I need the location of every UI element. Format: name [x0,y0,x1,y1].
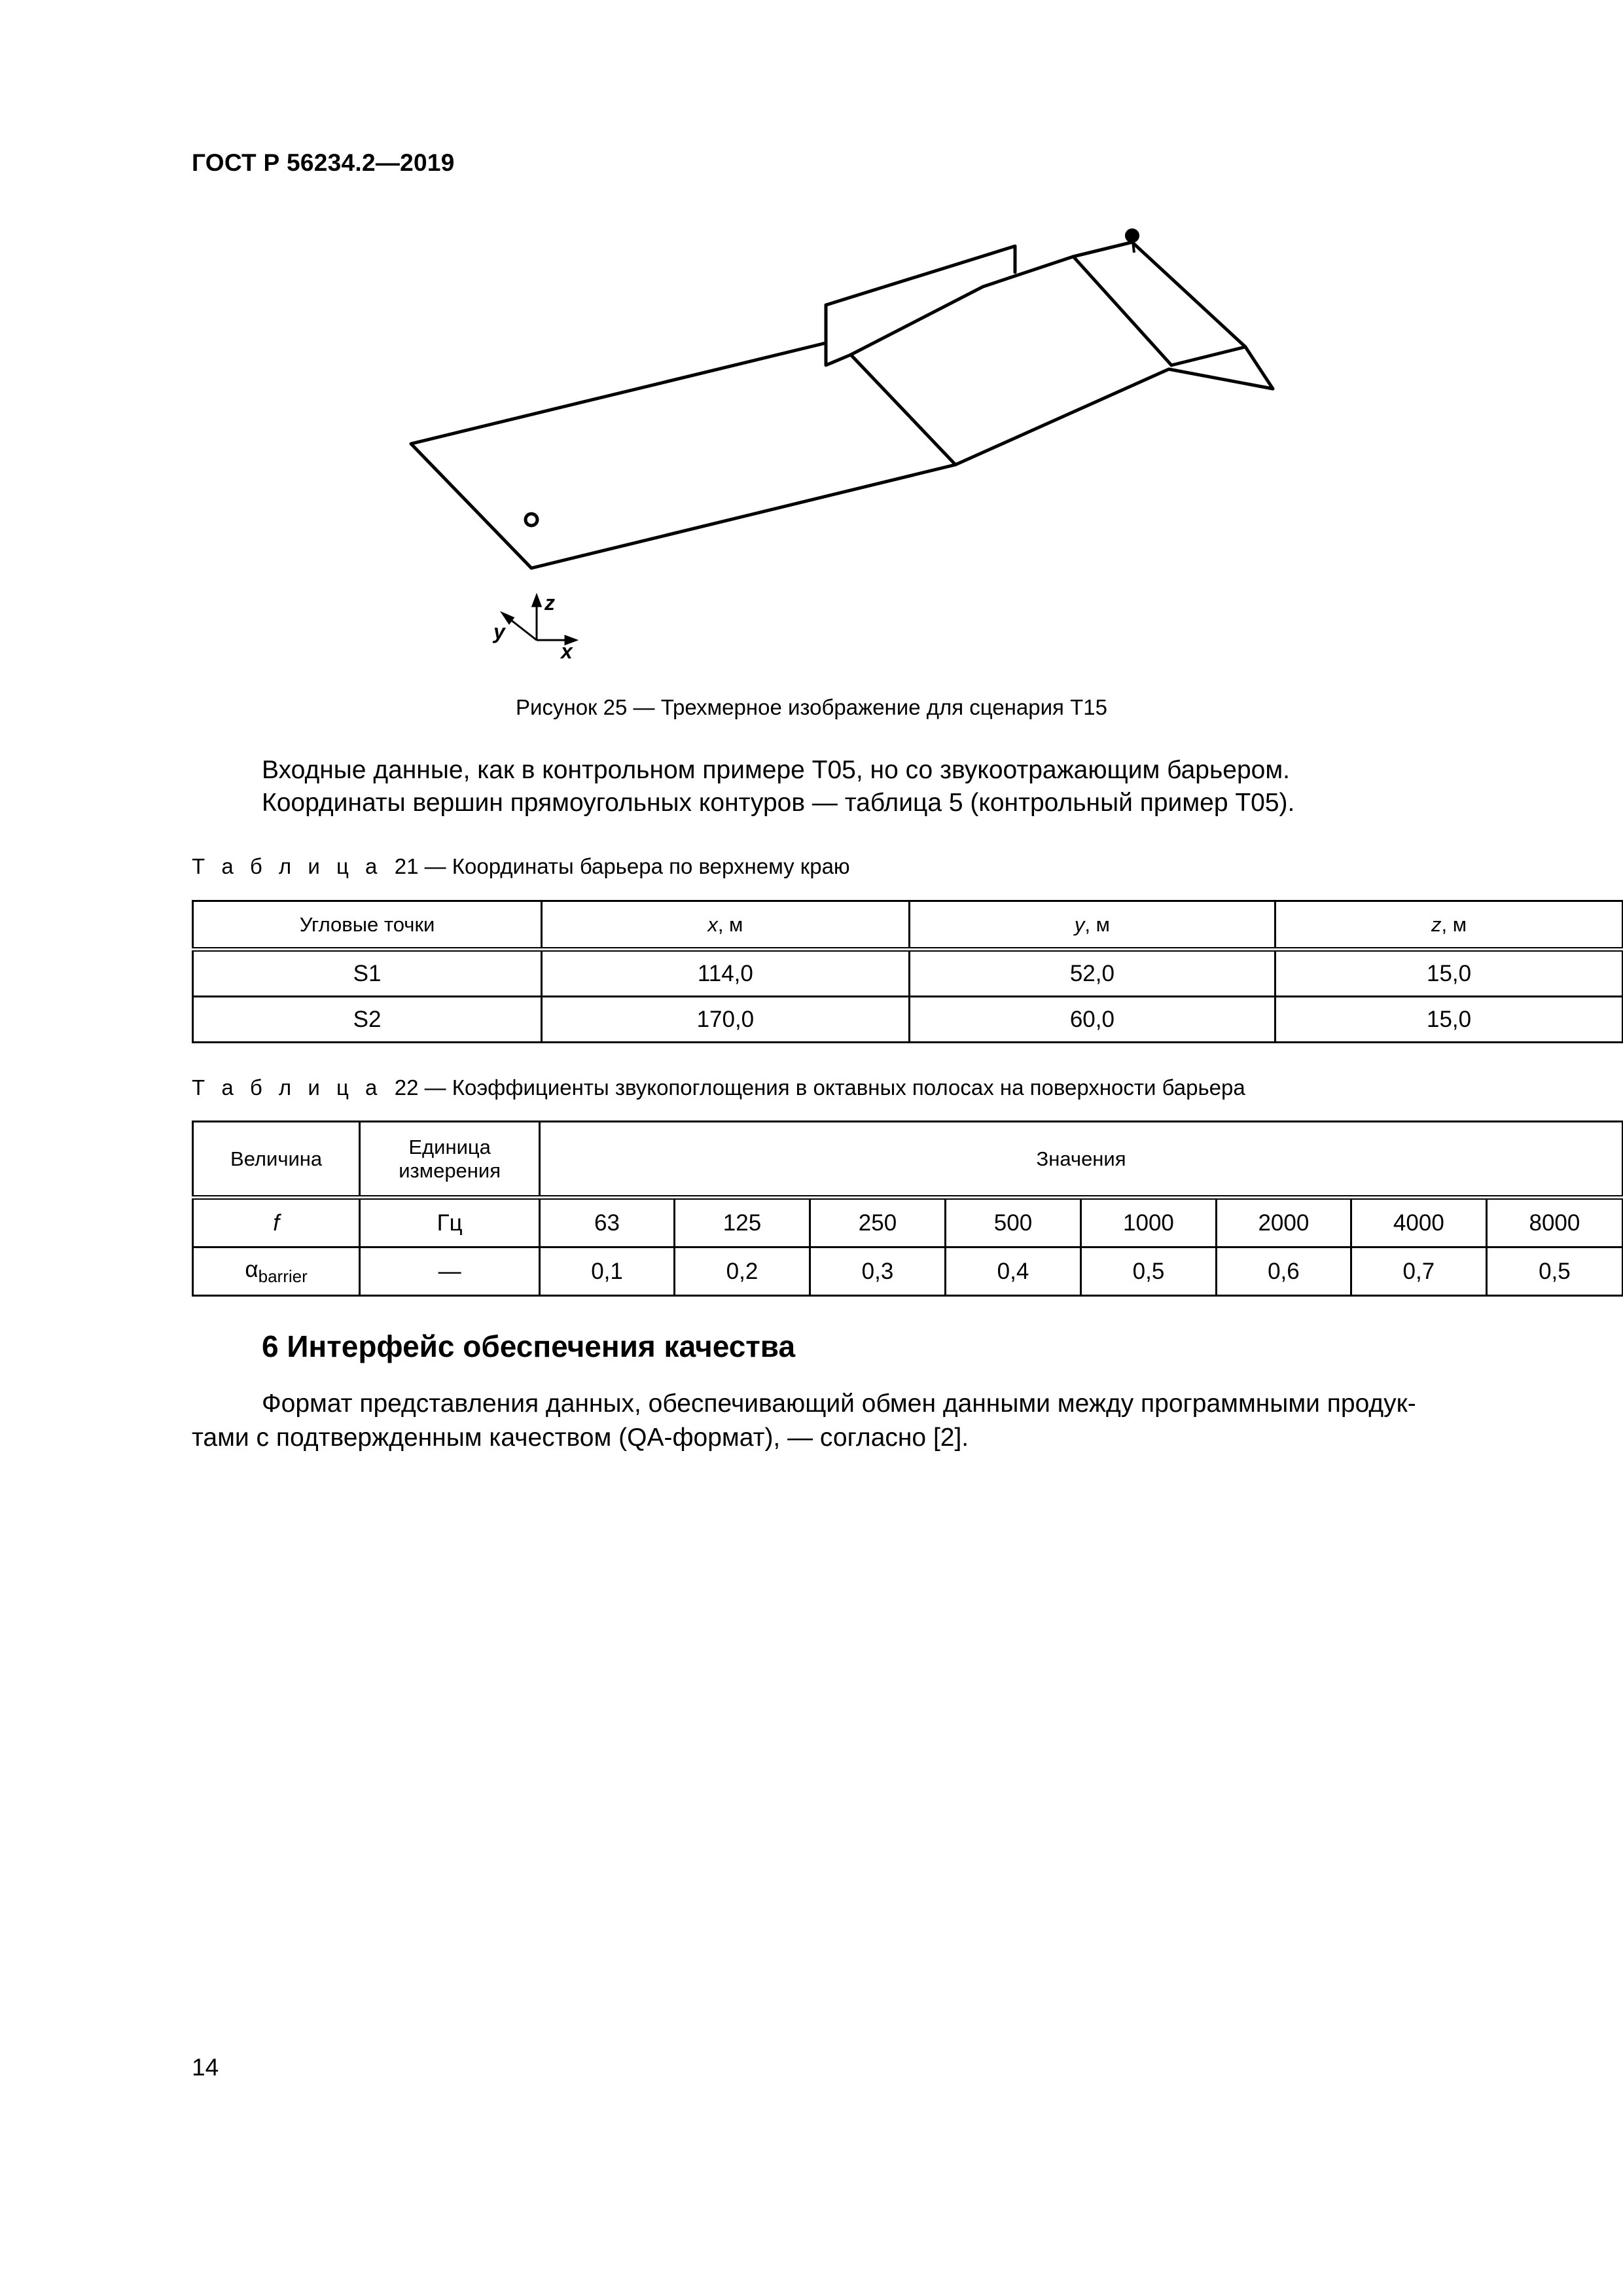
table-cell: 250 [810,1198,945,1247]
table-cell: 8000 [1486,1198,1622,1247]
barrier-left-edge [826,305,851,365]
document-header: ГОСТ Р 56234.2—2019 [192,149,455,176]
table-cell: 52,0 [909,950,1275,997]
table-cell: 0,3 [810,1247,945,1296]
table-21-barrier-coordinates [192,900,1623,1043]
table-cell: 0,4 [945,1247,1080,1296]
table-cell: 170,0 [542,997,910,1043]
table-cell: 2000 [1216,1198,1351,1247]
table21-header-x: x, м [542,901,910,950]
intro-line-2: Координаты вершин прямоугольных контуров — таблица 5 (контрольный пример Т05). [262,789,1295,817]
table22-title [192,1075,1245,1100]
table-cell: 15,0 [1275,997,1623,1043]
table-cell: 15,0 [1275,950,1623,997]
intro-line-1: Входные данные, как в контрольном примере Т05, но со звукоотражающим барьером. [262,756,1290,784]
roof-block [851,242,1273,465]
table22-header-quantity: Величина [193,1122,360,1198]
table21-header-y: y, м [909,901,1275,950]
frequency-symbol: f [193,1198,360,1247]
table-cell: 63 [540,1198,675,1247]
table-cell: 1000 [1080,1198,1216,1247]
axis-z-label: z [544,591,555,615]
table22-label: Т а б л и ц а [192,1075,383,1100]
table21-header-points: Угловые точки [193,901,542,950]
axis-triad [503,596,576,644]
table-row [193,1198,1623,1247]
table-cell: 0,2 [674,1247,810,1296]
page-number: 14 [192,2054,219,2081]
table-row [193,997,1623,1043]
table-cell: 4000 [1351,1198,1486,1247]
table22-header-row [193,1122,1623,1198]
table-row [193,1247,1623,1296]
table22-caption: 22 — Коэффициенты звукопоглощения в октавных полосах на поверхности барьера [394,1075,1245,1100]
section-6-heading: 6 Интерфейс обеспечения качества [262,1329,796,1363]
table22-header-unit: Единица измерения [360,1122,540,1198]
figure-3d-scenario [0,0,1623,694]
roof-ridge [1073,257,1171,365]
table21-header-z: z, м [1275,901,1623,950]
table21-header-row [193,901,1623,950]
table-cell: S2 [193,997,542,1043]
axis-y-label: y [493,620,505,643]
table-22-absorption-coefficients [192,1121,1623,1297]
table-cell: 125 [674,1198,810,1247]
table-cell: 0,7 [1351,1247,1486,1296]
frequency-unit: Гц [360,1198,540,1247]
table-cell: 0,6 [1216,1247,1351,1296]
table21-title [192,854,850,879]
figure-caption: Рисунок 25 — Трехмерное изображение для сценария Т15 [516,695,1107,719]
barrier-wall [826,246,1015,343]
axis-x-label: x [561,639,573,663]
table-cell: 114,0 [542,950,910,997]
table-cell: 0,5 [1486,1247,1622,1296]
table21-label: Т а б л и ц а [192,854,383,878]
roof-right-edge [1171,347,1245,365]
alpha-unit: — [360,1247,540,1296]
table-row [193,950,1623,997]
table-cell: 0,1 [540,1247,675,1296]
table22-header-values: Значения [540,1122,1623,1198]
table-cell: 0,5 [1080,1247,1216,1296]
table-cell: 500 [945,1198,1080,1247]
section-6-para-line-1: Формат представления данных, обеспечивающий обмен данными между программными продук- [262,1390,1416,1418]
roof-rear-ridge [1073,242,1132,257]
section-6-para-line-2: тами с подтвержденным качеством (QA-формат), — согласно [2]. [192,1424,969,1452]
table21-caption: 21 — Координаты барьера по верхнему краю [394,854,850,878]
alpha-barrier-symbol: $\alpha_{barrier}$ [193,1247,360,1296]
table-cell: S1 [193,950,542,997]
table-cell: 60,0 [909,997,1275,1043]
receiver-point [526,514,537,526]
